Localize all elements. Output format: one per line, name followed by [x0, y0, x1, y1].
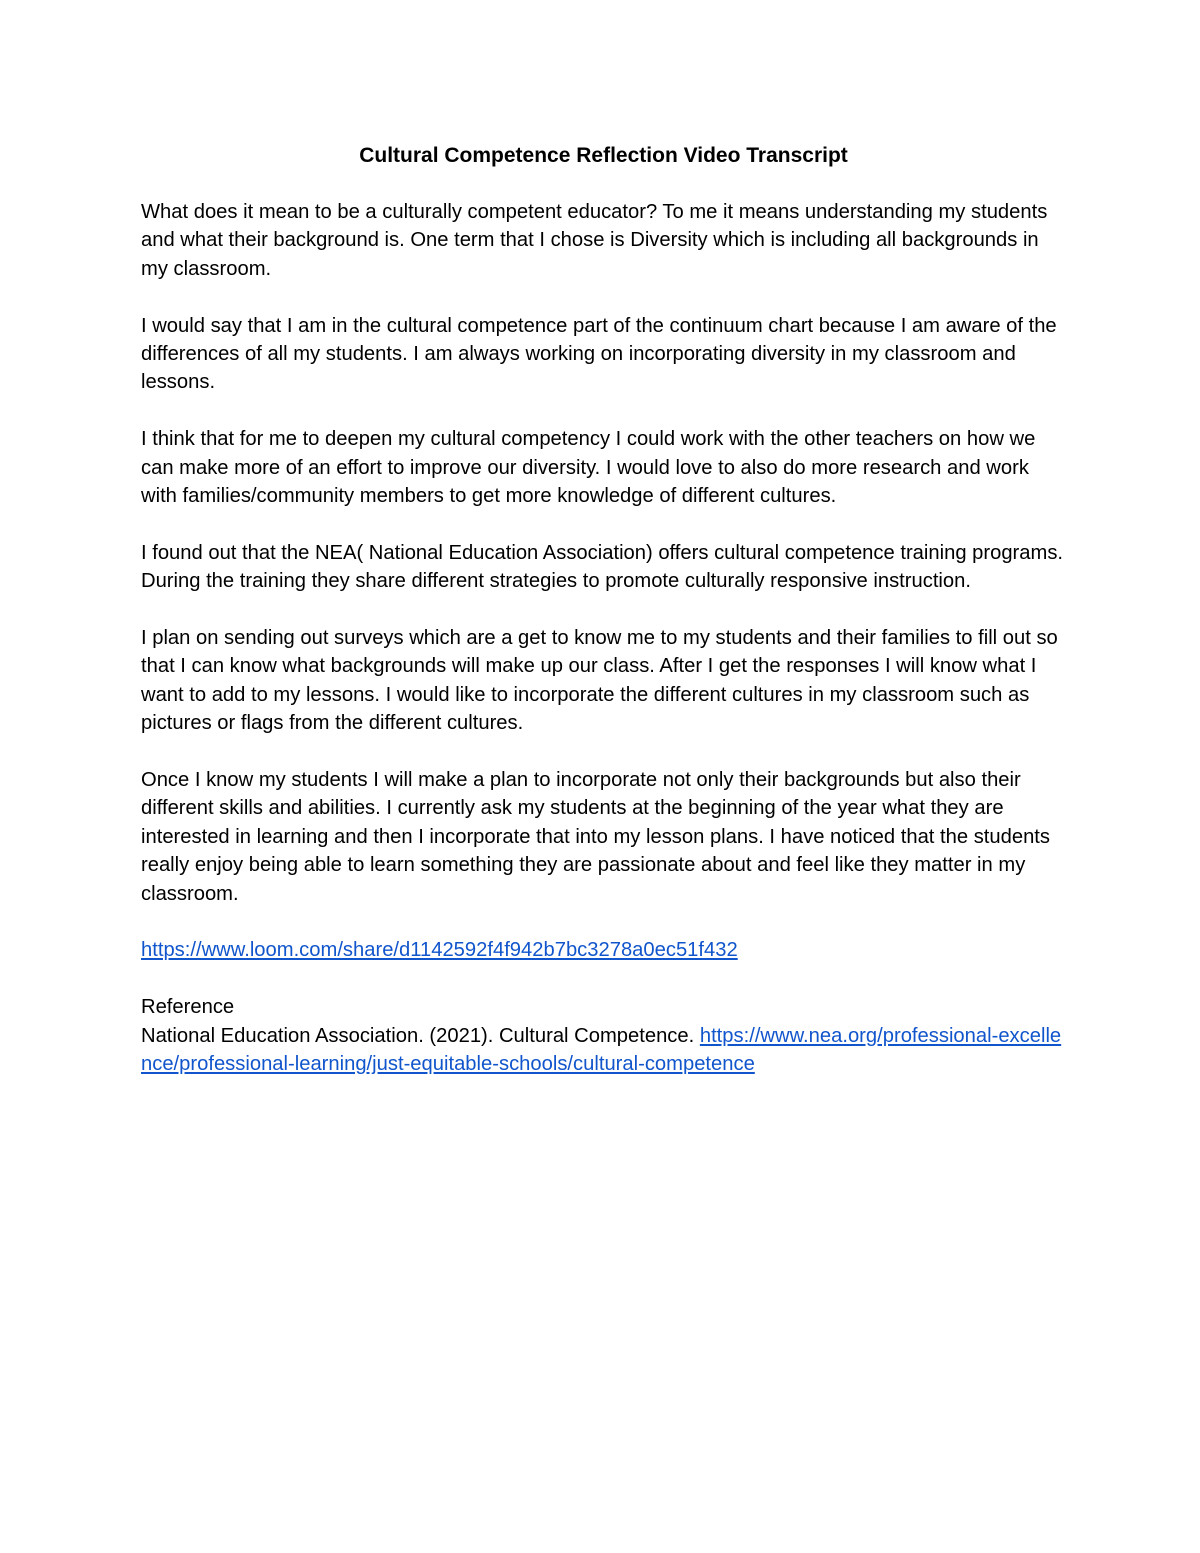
paragraph-6: Once I know my students I will make a plan to incorporate not only their backgrounds but also their different skills and abilities. I currently ask my students at the beginning of the year what they are interested in learning and then I incorporate that into my lesson plans. I have noticed that the students really enjoy being able to learn something they are passionate about and feel like they matter in my classroom.	[141, 769, 1051, 905]
reference-section	[141, 993, 1066, 1078]
paragraph-4: I found out that the NEA( National Education Association) offers cultural competence training programs. During the training they share different strategies to promote culturally responsive instruction.	[141, 541, 1064, 593]
paragraph-2: I would say that I am in the cultural competence part of the continuum chart because I am aware of the differences of all my students. I am always working on incorporating diversity in my classroom and lessons.	[141, 314, 1057, 394]
reference-link[interactable]: https://www.nea.org/professional-excellence/professional-learning/just-equitable-schools/cultural-competence	[141, 1024, 1062, 1076]
paragraph-1: What does it mean to be a culturally competent educator? To me it means understanding my students and what their background is. One term that I chose is Diversity which is including all backgrounds in my classroom.	[141, 201, 1048, 280]
document-body	[141, 140, 1066, 1078]
paragraph-5: I plan on sending out surveys which are a get to know me to my students and their families to fill out so that I can know what backgrounds will make up our class. After I get the responses I will know what I want to add to my lessons. I would like to incorporate the different cultures in my classroom such as pictures or flags from the different cultures.	[141, 627, 1058, 735]
paragraph-3: I think that for me to deepen my cultural competency I could work with the other teachers on how we can make more of an effort to improve our diversity. I would love to also do more research and work with families/community members to get more knowledge of different cultures.	[141, 428, 1036, 508]
reference-citation: National Education Association. (2021). Cultural Competence.	[141, 1024, 700, 1047]
video-link[interactable]: https://www.loom.com/share/d1142592f4f942b7bc3278a0ec51f432	[141, 939, 738, 962]
video-link-paragraph	[141, 936, 1066, 964]
document-title: Cultural Competence Reflection Video Transcript	[359, 144, 848, 167]
reference-heading: Reference	[141, 996, 235, 1019]
